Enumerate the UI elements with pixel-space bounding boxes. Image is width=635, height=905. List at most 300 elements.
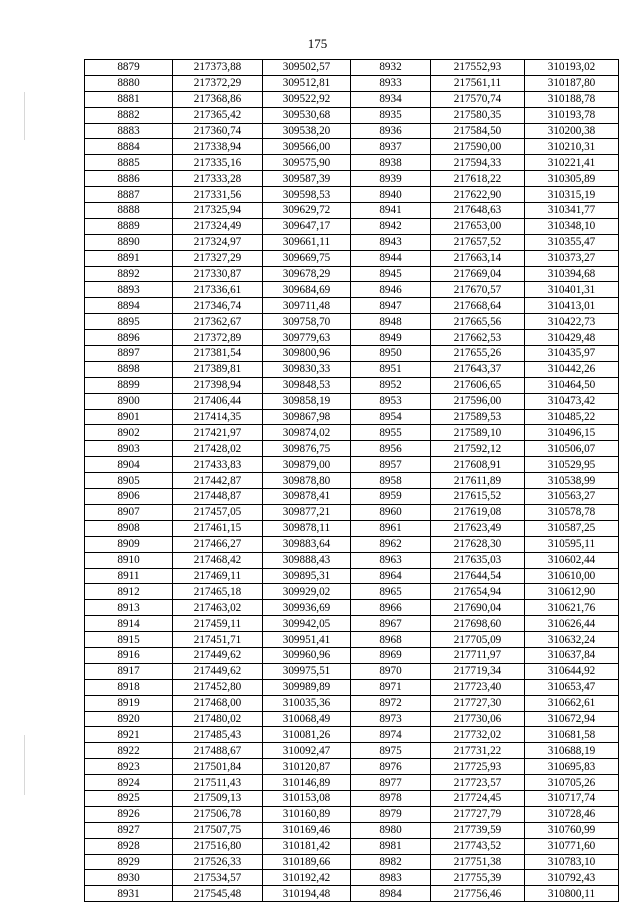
- point-number-cell: 8889: [85, 218, 173, 234]
- y-coordinate-cell: 310422,73: [525, 314, 619, 330]
- point-number-cell: 8912: [85, 584, 173, 600]
- table-row: [85, 679, 619, 695]
- x-coordinate-cell: 217611,89: [431, 473, 525, 489]
- y-coordinate-cell: 310068,49: [263, 711, 351, 727]
- y-coordinate-cell: 310771,60: [525, 838, 619, 854]
- x-coordinate-cell: 217372,29: [173, 75, 263, 91]
- point-number-cell: 8967: [351, 616, 431, 632]
- table-row: [85, 838, 619, 854]
- x-coordinate-cell: 217615,52: [431, 489, 525, 505]
- x-coordinate-cell: 217727,30: [431, 695, 525, 711]
- x-coordinate-cell: 217373,88: [173, 60, 263, 76]
- point-number-cell: 8958: [351, 473, 431, 489]
- point-number-cell: 8943: [351, 234, 431, 250]
- y-coordinate-cell: 310695,83: [525, 759, 619, 775]
- point-number-cell: 8979: [351, 806, 431, 822]
- point-number-cell: 8927: [85, 822, 173, 838]
- x-coordinate-cell: 217662,53: [431, 330, 525, 346]
- point-number-cell: 8931: [85, 886, 173, 902]
- table-row: [85, 616, 619, 632]
- y-coordinate-cell: 309975,51: [263, 663, 351, 679]
- y-coordinate-cell: 309895,31: [263, 568, 351, 584]
- y-coordinate-cell: 310193,78: [525, 107, 619, 123]
- y-coordinate-cell: 310194,48: [263, 886, 351, 902]
- x-coordinate-cell: 217488,67: [173, 743, 263, 759]
- y-coordinate-cell: 310192,42: [263, 870, 351, 886]
- x-coordinate-cell: 217724,45: [431, 790, 525, 806]
- point-number-cell: 8914: [85, 616, 173, 632]
- x-coordinate-cell: 217653,00: [431, 218, 525, 234]
- x-coordinate-cell: 217592,12: [431, 441, 525, 457]
- x-coordinate-cell: 217338,94: [173, 139, 263, 155]
- x-coordinate-cell: 217608,91: [431, 457, 525, 473]
- x-coordinate-cell: 217665,56: [431, 314, 525, 330]
- x-coordinate-cell: 217534,57: [173, 870, 263, 886]
- y-coordinate-cell: 309566,00: [263, 139, 351, 155]
- point-number-cell: 8908: [85, 520, 173, 536]
- y-coordinate-cell: 309522,92: [263, 91, 351, 107]
- x-coordinate-cell: 217545,48: [173, 886, 263, 902]
- x-coordinate-cell: 217365,42: [173, 107, 263, 123]
- x-coordinate-cell: 217346,74: [173, 298, 263, 314]
- x-coordinate-cell: 217580,35: [431, 107, 525, 123]
- table-row: [85, 203, 619, 219]
- y-coordinate-cell: 309989,89: [263, 679, 351, 695]
- x-coordinate-cell: 217743,52: [431, 838, 525, 854]
- point-number-cell: 8884: [85, 139, 173, 155]
- y-coordinate-cell: 310464,50: [525, 377, 619, 393]
- x-coordinate-cell: 217457,05: [173, 504, 263, 520]
- table-row: [85, 711, 619, 727]
- point-number-cell: 8883: [85, 123, 173, 139]
- point-number-cell: 8946: [351, 282, 431, 298]
- table-row: [85, 790, 619, 806]
- point-number-cell: 8934: [351, 91, 431, 107]
- x-coordinate-cell: 217584,50: [431, 123, 525, 139]
- y-coordinate-cell: 310187,80: [525, 75, 619, 91]
- y-coordinate-cell: 309512,81: [263, 75, 351, 91]
- x-coordinate-cell: 217690,04: [431, 600, 525, 616]
- table-row: [85, 584, 619, 600]
- table-row: [85, 441, 619, 457]
- point-number-cell: 8939: [351, 171, 431, 187]
- table-row: [85, 727, 619, 743]
- point-number-cell: 8970: [351, 663, 431, 679]
- x-coordinate-cell: 217468,42: [173, 552, 263, 568]
- point-number-cell: 8948: [351, 314, 431, 330]
- table-row: [85, 759, 619, 775]
- table-row: [85, 457, 619, 473]
- y-coordinate-cell: 309858,19: [263, 393, 351, 409]
- x-coordinate-cell: 217669,04: [431, 266, 525, 282]
- point-number-cell: 8923: [85, 759, 173, 775]
- x-coordinate-cell: 217648,63: [431, 203, 525, 219]
- table-row: [85, 552, 619, 568]
- point-number-cell: 8938: [351, 155, 431, 171]
- point-number-cell: 8961: [351, 520, 431, 536]
- x-coordinate-cell: 217594,33: [431, 155, 525, 171]
- x-coordinate-cell: 217509,13: [173, 790, 263, 806]
- x-coordinate-cell: 217442,87: [173, 473, 263, 489]
- x-coordinate-cell: 217705,09: [431, 632, 525, 648]
- table-row: [85, 568, 619, 584]
- coordinates-table: [84, 59, 619, 902]
- y-coordinate-cell: 310783,10: [525, 854, 619, 870]
- y-coordinate-cell: 310496,15: [525, 425, 619, 441]
- y-coordinate-cell: 309711,48: [263, 298, 351, 314]
- table-row: [85, 409, 619, 425]
- table-row: [85, 393, 619, 409]
- x-coordinate-cell: 217331,56: [173, 187, 263, 203]
- x-coordinate-cell: 217657,52: [431, 234, 525, 250]
- table-row: [85, 695, 619, 711]
- y-coordinate-cell: 310626,44: [525, 616, 619, 632]
- y-coordinate-cell: 310728,46: [525, 806, 619, 822]
- point-number-cell: 8921: [85, 727, 173, 743]
- y-coordinate-cell: 310653,47: [525, 679, 619, 695]
- point-number-cell: 8879: [85, 60, 173, 76]
- y-coordinate-cell: 310153,08: [263, 790, 351, 806]
- point-number-cell: 8916: [85, 647, 173, 663]
- y-coordinate-cell: 309800,96: [263, 346, 351, 362]
- point-number-cell: 8918: [85, 679, 173, 695]
- table-row: [85, 107, 619, 123]
- table-row: [85, 473, 619, 489]
- x-coordinate-cell: 217465,18: [173, 584, 263, 600]
- y-coordinate-cell: 310688,19: [525, 743, 619, 759]
- x-coordinate-cell: 217448,87: [173, 489, 263, 505]
- point-number-cell: 8880: [85, 75, 173, 91]
- y-coordinate-cell: 310717,74: [525, 790, 619, 806]
- y-coordinate-cell: 310081,26: [263, 727, 351, 743]
- y-coordinate-cell: 309538,20: [263, 123, 351, 139]
- point-number-cell: 8983: [351, 870, 431, 886]
- y-coordinate-cell: 309530,68: [263, 107, 351, 123]
- y-coordinate-cell: 309877,21: [263, 504, 351, 520]
- x-coordinate-cell: 217552,93: [431, 60, 525, 76]
- y-coordinate-cell: 310705,26: [525, 775, 619, 791]
- y-coordinate-cell: 310800,11: [525, 886, 619, 902]
- table-row: [85, 346, 619, 362]
- x-coordinate-cell: 217643,37: [431, 361, 525, 377]
- x-coordinate-cell: 217406,44: [173, 393, 263, 409]
- x-coordinate-cell: 217516,80: [173, 838, 263, 854]
- x-coordinate-cell: 217730,06: [431, 711, 525, 727]
- table-row: [85, 250, 619, 266]
- point-number-cell: 8975: [351, 743, 431, 759]
- table-row: [85, 822, 619, 838]
- table-row: [85, 775, 619, 791]
- point-number-cell: 8903: [85, 441, 173, 457]
- y-coordinate-cell: 309960,96: [263, 647, 351, 663]
- y-coordinate-cell: 309929,02: [263, 584, 351, 600]
- x-coordinate-cell: 217725,93: [431, 759, 525, 775]
- point-number-cell: 8930: [85, 870, 173, 886]
- y-coordinate-cell: 310563,27: [525, 489, 619, 505]
- x-coordinate-cell: 217324,49: [173, 218, 263, 234]
- table-row: [85, 330, 619, 346]
- point-number-cell: 8907: [85, 504, 173, 520]
- point-number-cell: 8963: [351, 552, 431, 568]
- y-coordinate-cell: 310602,44: [525, 552, 619, 568]
- x-coordinate-cell: 217463,02: [173, 600, 263, 616]
- x-coordinate-cell: 217618,22: [431, 171, 525, 187]
- y-coordinate-cell: 310506,07: [525, 441, 619, 457]
- x-coordinate-cell: 217732,02: [431, 727, 525, 743]
- point-number-cell: 8890: [85, 234, 173, 250]
- point-number-cell: 8976: [351, 759, 431, 775]
- point-number-cell: 8896: [85, 330, 173, 346]
- x-coordinate-cell: 217501,84: [173, 759, 263, 775]
- x-coordinate-cell: 217623,49: [431, 520, 525, 536]
- y-coordinate-cell: 310662,61: [525, 695, 619, 711]
- y-coordinate-cell: 310373,27: [525, 250, 619, 266]
- point-number-cell: 8947: [351, 298, 431, 314]
- y-coordinate-cell: 309598,53: [263, 187, 351, 203]
- point-number-cell: 8956: [351, 441, 431, 457]
- table-row: [85, 886, 619, 902]
- x-coordinate-cell: 217372,89: [173, 330, 263, 346]
- point-number-cell: 8949: [351, 330, 431, 346]
- y-coordinate-cell: 310193,02: [525, 60, 619, 76]
- y-coordinate-cell: 310394,68: [525, 266, 619, 282]
- x-coordinate-cell: 217360,74: [173, 123, 263, 139]
- y-coordinate-cell: 310529,95: [525, 457, 619, 473]
- x-coordinate-cell: 217723,40: [431, 679, 525, 695]
- y-coordinate-cell: 310473,42: [525, 393, 619, 409]
- x-coordinate-cell: 217459,11: [173, 616, 263, 632]
- point-number-cell: 8920: [85, 711, 173, 727]
- x-coordinate-cell: 217327,29: [173, 250, 263, 266]
- point-number-cell: 8933: [351, 75, 431, 91]
- point-number-cell: 8959: [351, 489, 431, 505]
- x-coordinate-cell: 217755,39: [431, 870, 525, 886]
- x-coordinate-cell: 217506,78: [173, 806, 263, 822]
- point-number-cell: 8972: [351, 695, 431, 711]
- x-coordinate-cell: 217389,81: [173, 361, 263, 377]
- x-coordinate-cell: 217485,43: [173, 727, 263, 743]
- point-number-cell: 8891: [85, 250, 173, 266]
- point-number-cell: 8971: [351, 679, 431, 695]
- table-row: [85, 504, 619, 520]
- page-number: 175: [307, 36, 328, 51]
- table-row: [85, 60, 619, 76]
- x-coordinate-cell: 217381,54: [173, 346, 263, 362]
- table-row: [85, 536, 619, 552]
- x-coordinate-cell: 217698,60: [431, 616, 525, 632]
- x-coordinate-cell: 217596,00: [431, 393, 525, 409]
- y-coordinate-cell: 310305,89: [525, 171, 619, 187]
- x-coordinate-cell: 217590,00: [431, 139, 525, 155]
- point-number-cell: 8917: [85, 663, 173, 679]
- table-row: [85, 314, 619, 330]
- y-coordinate-cell: 310485,22: [525, 409, 619, 425]
- y-coordinate-cell: 310612,90: [525, 584, 619, 600]
- point-number-cell: 8977: [351, 775, 431, 791]
- x-coordinate-cell: 217466,27: [173, 536, 263, 552]
- point-number-cell: 8894: [85, 298, 173, 314]
- y-coordinate-cell: 310578,78: [525, 504, 619, 520]
- x-coordinate-cell: 217635,03: [431, 552, 525, 568]
- point-number-cell: 8886: [85, 171, 173, 187]
- x-coordinate-cell: 217480,02: [173, 711, 263, 727]
- x-coordinate-cell: 217526,33: [173, 854, 263, 870]
- y-coordinate-cell: 310595,11: [525, 536, 619, 552]
- x-coordinate-cell: 217330,87: [173, 266, 263, 282]
- y-coordinate-cell: 310587,25: [525, 520, 619, 536]
- y-coordinate-cell: 309883,64: [263, 536, 351, 552]
- y-coordinate-cell: 309874,02: [263, 425, 351, 441]
- table-row: [85, 377, 619, 393]
- point-number-cell: 8887: [85, 187, 173, 203]
- table-row: [85, 806, 619, 822]
- point-number-cell: 8969: [351, 647, 431, 663]
- y-coordinate-cell: 309758,70: [263, 314, 351, 330]
- y-coordinate-cell: 310672,94: [525, 711, 619, 727]
- y-coordinate-cell: 310341,77: [525, 203, 619, 219]
- y-coordinate-cell: 310120,87: [263, 759, 351, 775]
- point-number-cell: 8911: [85, 568, 173, 584]
- x-coordinate-cell: 217362,67: [173, 314, 263, 330]
- point-number-cell: 8982: [351, 854, 431, 870]
- y-coordinate-cell: 309876,75: [263, 441, 351, 457]
- y-coordinate-cell: 310160,89: [263, 806, 351, 822]
- y-coordinate-cell: 309779,63: [263, 330, 351, 346]
- y-coordinate-cell: 310538,99: [525, 473, 619, 489]
- x-coordinate-cell: 217561,11: [431, 75, 525, 91]
- y-coordinate-cell: 310348,10: [525, 218, 619, 234]
- x-coordinate-cell: 217711,97: [431, 647, 525, 663]
- point-number-cell: 8892: [85, 266, 173, 282]
- table-row: [85, 854, 619, 870]
- point-number-cell: 8913: [85, 600, 173, 616]
- y-coordinate-cell: 310401,31: [525, 282, 619, 298]
- y-coordinate-cell: 309848,53: [263, 377, 351, 393]
- y-coordinate-cell: 309647,17: [263, 218, 351, 234]
- y-coordinate-cell: 309878,41: [263, 489, 351, 505]
- y-coordinate-cell: 309684,69: [263, 282, 351, 298]
- point-number-cell: 8882: [85, 107, 173, 123]
- point-number-cell: 8964: [351, 568, 431, 584]
- point-number-cell: 8915: [85, 632, 173, 648]
- x-coordinate-cell: 217414,35: [173, 409, 263, 425]
- x-coordinate-cell: 217622,90: [431, 187, 525, 203]
- point-number-cell: 8910: [85, 552, 173, 568]
- x-coordinate-cell: 217335,16: [173, 155, 263, 171]
- y-coordinate-cell: 310169,46: [263, 822, 351, 838]
- x-coordinate-cell: 217324,97: [173, 234, 263, 250]
- point-number-cell: 8898: [85, 361, 173, 377]
- y-coordinate-cell: 309678,29: [263, 266, 351, 282]
- table-row: [85, 218, 619, 234]
- x-coordinate-cell: 217461,15: [173, 520, 263, 536]
- coordinates-table-body: [85, 60, 619, 902]
- point-number-cell: 8925: [85, 790, 173, 806]
- x-coordinate-cell: 217507,75: [173, 822, 263, 838]
- point-number-cell: 8888: [85, 203, 173, 219]
- x-coordinate-cell: 217449,62: [173, 663, 263, 679]
- point-number-cell: 8951: [351, 361, 431, 377]
- y-coordinate-cell: 309575,90: [263, 155, 351, 171]
- y-coordinate-cell: 310760,99: [525, 822, 619, 838]
- point-number-cell: 8952: [351, 377, 431, 393]
- y-coordinate-cell: 309879,00: [263, 457, 351, 473]
- y-coordinate-cell: 309669,75: [263, 250, 351, 266]
- x-coordinate-cell: 217589,10: [431, 425, 525, 441]
- y-coordinate-cell: 310644,92: [525, 663, 619, 679]
- table-row: [85, 298, 619, 314]
- point-number-cell: 8935: [351, 107, 431, 123]
- point-number-cell: 8924: [85, 775, 173, 791]
- point-number-cell: 8937: [351, 139, 431, 155]
- x-coordinate-cell: 217644,54: [431, 568, 525, 584]
- table-row: [85, 75, 619, 91]
- y-coordinate-cell: 309888,43: [263, 552, 351, 568]
- x-coordinate-cell: 217368,86: [173, 91, 263, 107]
- point-number-cell: 8974: [351, 727, 431, 743]
- x-coordinate-cell: 217655,26: [431, 346, 525, 362]
- y-coordinate-cell: 309878,11: [263, 520, 351, 536]
- x-coordinate-cell: 217628,30: [431, 536, 525, 552]
- y-coordinate-cell: 309942,05: [263, 616, 351, 632]
- y-coordinate-cell: 310632,24: [525, 632, 619, 648]
- y-coordinate-cell: 310035,36: [263, 695, 351, 711]
- point-number-cell: 8968: [351, 632, 431, 648]
- y-coordinate-cell: 310315,19: [525, 187, 619, 203]
- x-coordinate-cell: 217451,71: [173, 632, 263, 648]
- table-row: [85, 520, 619, 536]
- point-number-cell: 8893: [85, 282, 173, 298]
- y-coordinate-cell: 309502,57: [263, 60, 351, 76]
- table-row: [85, 171, 619, 187]
- point-number-cell: 8900: [85, 393, 173, 409]
- x-coordinate-cell: 217421,97: [173, 425, 263, 441]
- point-number-cell: 8904: [85, 457, 173, 473]
- point-number-cell: 8962: [351, 536, 431, 552]
- point-number-cell: 8942: [351, 218, 431, 234]
- y-coordinate-cell: 310621,76: [525, 600, 619, 616]
- y-coordinate-cell: 309629,72: [263, 203, 351, 219]
- x-coordinate-cell: 217670,57: [431, 282, 525, 298]
- y-coordinate-cell: 310210,31: [525, 139, 619, 155]
- point-number-cell: 8928: [85, 838, 173, 854]
- x-coordinate-cell: 217663,14: [431, 250, 525, 266]
- y-coordinate-cell: 309951,41: [263, 632, 351, 648]
- y-coordinate-cell: 310181,42: [263, 838, 351, 854]
- y-coordinate-cell: 309587,39: [263, 171, 351, 187]
- y-coordinate-cell: 310610,00: [525, 568, 619, 584]
- y-coordinate-cell: 310189,66: [263, 854, 351, 870]
- y-coordinate-cell: 309830,33: [263, 361, 351, 377]
- table-row: [85, 266, 619, 282]
- point-number-cell: 8941: [351, 203, 431, 219]
- x-coordinate-cell: 217511,43: [173, 775, 263, 791]
- x-coordinate-cell: 217731,22: [431, 743, 525, 759]
- point-number-cell: 8932: [351, 60, 431, 76]
- x-coordinate-cell: 217336,61: [173, 282, 263, 298]
- y-coordinate-cell: 310429,48: [525, 330, 619, 346]
- point-number-cell: 8944: [351, 250, 431, 266]
- table-row: [85, 187, 619, 203]
- point-number-cell: 8957: [351, 457, 431, 473]
- x-coordinate-cell: 217739,59: [431, 822, 525, 838]
- point-number-cell: 8919: [85, 695, 173, 711]
- x-coordinate-cell: 217469,11: [173, 568, 263, 584]
- point-number-cell: 8945: [351, 266, 431, 282]
- point-number-cell: 8895: [85, 314, 173, 330]
- point-number-cell: 8960: [351, 504, 431, 520]
- x-coordinate-cell: 217719,34: [431, 663, 525, 679]
